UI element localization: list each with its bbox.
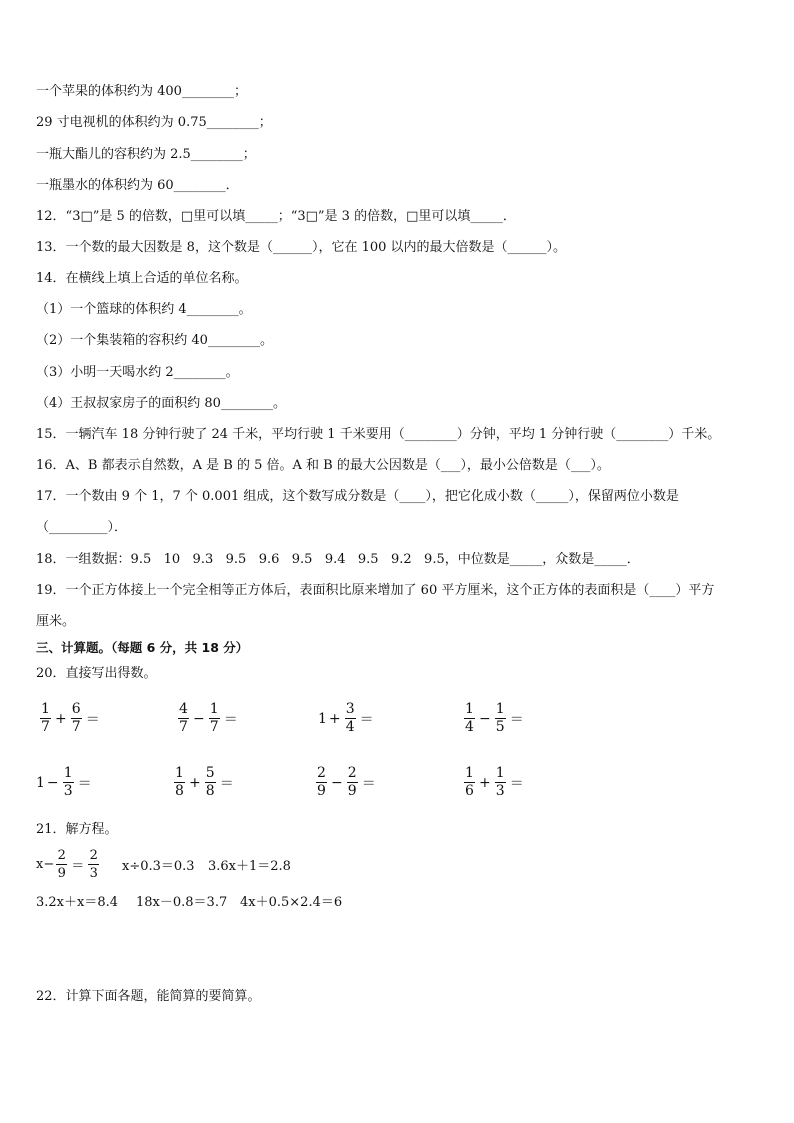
section-heading: 三、计算题。（每题 6 分，共 18 分） [36, 640, 249, 655]
fill-line-ink: 一瓶墨水的体积约为 60________． [36, 178, 239, 193]
fraction: $\frac{2}{3}$ [89, 848, 98, 881]
equation-3: 3.6x＋1＝2.8 [208, 859, 291, 874]
fraction: $\frac{1}{7}$ [41, 701, 50, 735]
fraction: $\frac{4}{7}$ [179, 701, 188, 735]
fraction: $\frac{3}{4}$ [345, 701, 355, 735]
fill-line-tv: 29 寸电视机的体积约为 0.75________； [36, 115, 272, 130]
question-17-cont: （_________）． [36, 520, 128, 535]
calc-expr-2: $\frac{4}{7}$ − $\frac{1}{7}$ ＝ [179, 701, 238, 735]
equation-4: 3.2x＋x＝8.4 [36, 895, 119, 910]
question-19-cont: 厘米。 [36, 614, 76, 629]
calc-expr-1: $\frac{1}{7}$ + $\frac{6}{7}$ ＝ [41, 701, 100, 735]
question-19: 19．一个正方体接上一个完全相等正方体后，表面积比原来增加了 60 平方厘米，这个正方体的表面积是（____）平方 [36, 583, 715, 598]
question-13: 13．一个数的最大因数是 8，这个数是（______），它在 100 以内的最大倍数是（______）。 [36, 240, 567, 255]
question-22: 22．计算下面各题，能简算的要简算。 [36, 989, 261, 1004]
calc-expr-4: $\frac{1}{4}$ − $\frac{1}{5}$ ＝ [465, 701, 524, 735]
fraction: $\frac{1}{3}$ [495, 765, 505, 799]
fraction: $\frac{1}{4}$ [465, 701, 474, 735]
question-14: 14．在横线上填上合适的单位名称。 [36, 271, 248, 286]
question-17: 17．一个数由 9 个 1，7 个 0.001 组成，这个数写成分数是（____），把它化成小数（_____），保留两位小数是 [36, 489, 679, 504]
question-14-item-4: （4）王叔叔家房子的面积约 80________。 [36, 396, 286, 411]
fraction: $\frac{1}{6}$ [465, 765, 474, 799]
fraction: $\frac{1}{7}$ [209, 701, 219, 735]
fraction: $\frac{6}{7}$ [71, 701, 81, 735]
equation-6: 4x＋0.5×2.4＝6 [240, 895, 343, 910]
question-14-item-3: （3）小明一天喝水约 2________。 [36, 365, 239, 380]
fill-line-vinegar: 一瓶大酯儿的容积约为 2.5________； [36, 147, 256, 162]
fraction: $\frac{1}{3}$ [63, 765, 73, 799]
fraction: $\frac{1}{8}$ [175, 765, 184, 799]
calc-expr-5: 1 − $\frac{1}{3}$ ＝ [36, 765, 92, 799]
equation-1: x− $\frac{2}{9}$ ＝ $\frac{2}{3}$ [36, 848, 98, 881]
equation-5: 18x－0.8＝3.7 [136, 895, 228, 910]
calc-expr-8: $\frac{1}{6}$ + $\frac{1}{3}$ ＝ [465, 765, 524, 799]
fraction: $\frac{2}{9}$ [57, 848, 66, 881]
fraction: $\frac{2}{9}$ [317, 765, 326, 799]
calc-expr-6: $\frac{1}{8}$ + $\frac{5}{8}$ ＝ [175, 765, 234, 799]
question-16: 16．A、B 都表示自然数，A 是 B 的 5 倍。A 和 B 的最大公因数是（___），最小公倍数是（___）。 [36, 458, 610, 473]
calc-expr-7: $\frac{2}{9}$ − $\frac{2}{9}$ ＝ [317, 765, 376, 799]
question-18: 18．一组数据：9.5 10 9.3 9.5 9.6 9.5 9.4 9.5 9.2 9.5，中位数是_____，众数是_____． [36, 552, 640, 567]
question-21: 21．解方程。 [36, 822, 118, 837]
question-14-item-1: （1）一个篮球的体积约 4________。 [36, 302, 252, 317]
question-14-item-2: （2）一个集装箱的容积约 40________。 [36, 333, 273, 348]
fraction: $\frac{2}{9}$ [347, 765, 357, 799]
fill-line-apple: 一个苹果的体积约为 400________； [36, 84, 247, 99]
fraction: $\frac{1}{5}$ [495, 701, 505, 735]
fraction: $\frac{5}{8}$ [205, 765, 215, 799]
calc-expr-3: 1 + $\frac{3}{4}$ ＝ [318, 701, 374, 735]
question-12: 12．“3□”是 5 的倍数，□里可以填_____；“3□”是 3 的倍数，□里可以填_____． [36, 209, 516, 224]
equation-2: x÷0.3＝0.3 [122, 859, 195, 874]
question-15: 15．一辆汽车 18 分钟行驶了 24 千米，平均行驶 1 千米要用（________）分钟，平均 1 分钟行驶（________）千米。 [36, 427, 721, 442]
question-20: 20．直接写出得数。 [36, 666, 157, 681]
